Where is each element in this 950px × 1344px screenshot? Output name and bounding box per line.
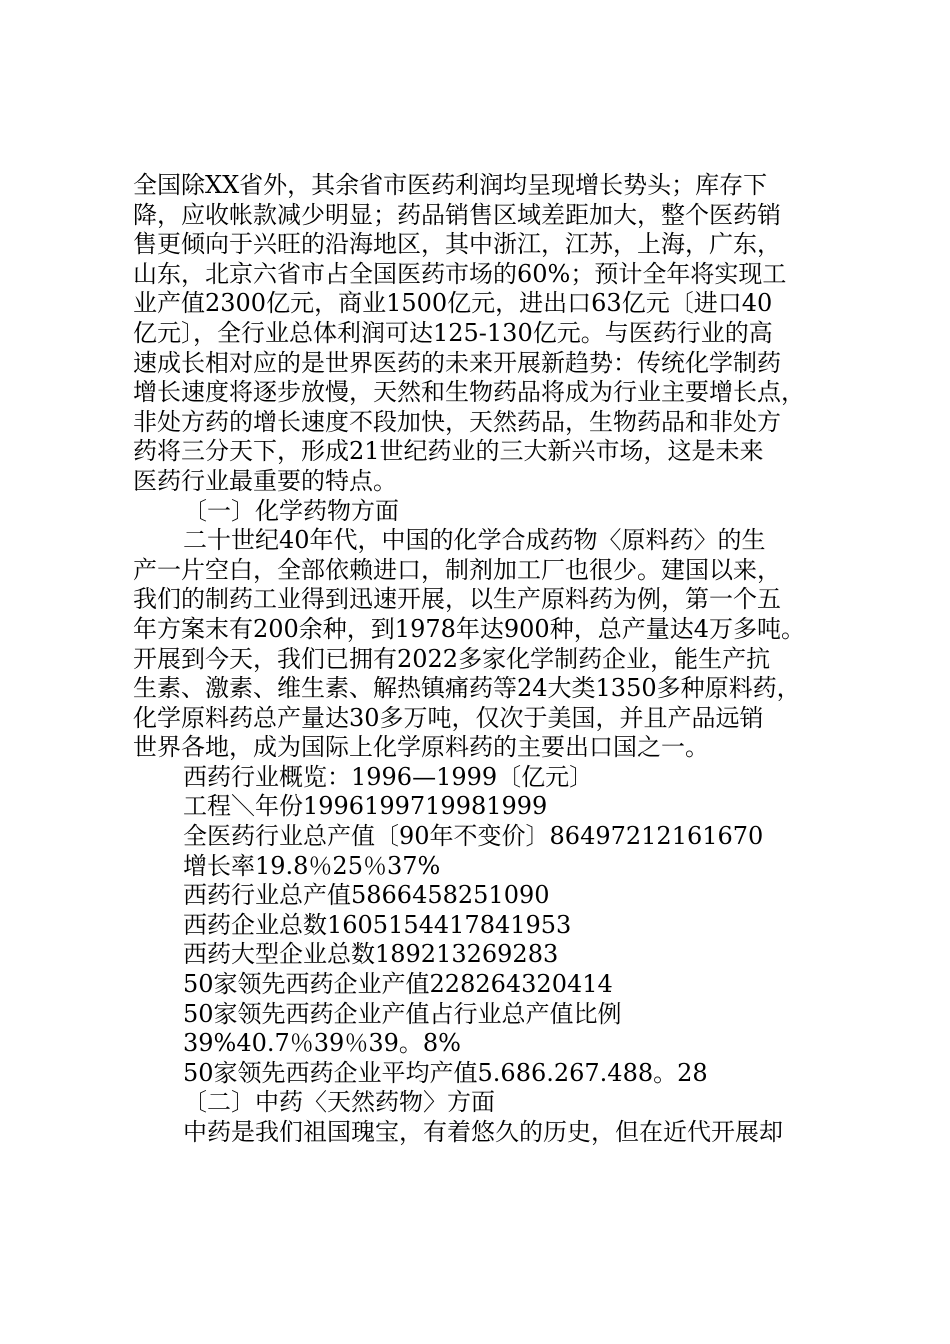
table-row: 西药大型企业总数189213269283	[183, 940, 559, 969]
text-line: 降，应收帐款减少明显；药品销售区域差距加大，整个医药销	[133, 200, 781, 229]
section-heading-chemical-drugs: 〔一〕化学药物方面	[183, 496, 399, 525]
text-line: 亿元〕，全行业总体利润可达125-130亿元。与医药行业的高	[133, 318, 773, 347]
text-line: 世界各地，成为国际上化学原料药的主要出口国之一。	[133, 733, 709, 762]
text-line: 二十世纪40年代，中国的化学合成药物〈原料药〉的生	[183, 526, 766, 555]
text-line: 全国除XX省外，其余省市医药利润均呈现增长势头；库存下	[133, 171, 768, 199]
text-line: 医药行业最重要的特点。	[133, 466, 397, 495]
text-line: 山东，北京六省市占全国医药市场的60%；预计全年将实现工	[133, 259, 787, 288]
text-line: 化学原料药总产量达30多万吨，仅次于美国，并且产品远销	[133, 703, 764, 732]
text-line: 开展到今天，我们已拥有2022多家化学制药企业，能生产抗	[133, 644, 771, 673]
section-heading-chinese-medicine: 〔二〕中药〈天然药物〉方面	[183, 1088, 495, 1117]
paragraph-chemical-drugs	[133, 526, 843, 763]
paragraph-market-overview	[133, 171, 843, 497]
table-row: 西药企业总数1605154417841953	[183, 910, 572, 939]
text-line: 年方案末有200余种，到1978年达900种，总产量达4万多吨。	[133, 614, 805, 643]
text-line: 售更倾向于兴旺的沿海地区，其中浙江，江苏，上海，广东，	[133, 230, 781, 259]
paragraph-chinese-medicine	[133, 1118, 843, 1148]
table-row: 50家领先西药企业平均产值5.686.267.488。28	[183, 1058, 708, 1087]
document-body	[133, 171, 843, 1148]
table-row: 增长率19.8％25％37%	[183, 851, 441, 880]
table-row: 50家领先西药企业产值228264320414	[183, 970, 613, 999]
table-row: 全医药行业总产值〔90年不变价〕86497212161670	[183, 822, 764, 851]
text-line: 药将三分天下，形成21世纪药业的三大新兴市场，这是未来	[133, 437, 764, 466]
table-row: 50家领先西药企业产值占行业总产值比例	[183, 999, 622, 1028]
text-line: 产一片空白，全部依赖进口，制剂加工厂也很少。建国以来，	[133, 555, 781, 584]
text-line: 增长速度将逐步放慢，天然和生物药品将成为行业主要增长点，	[133, 378, 805, 407]
text-line: 中药是我们祖国瑰宝，有着悠久的历史，但在近代开展却	[183, 1118, 783, 1146]
table-row: 39%40.7％39％39。8%	[183, 1029, 461, 1058]
text-line: 非处方药的增长速度不段加快，天然药品，生物药品和非处方	[133, 407, 781, 436]
text-line: 业产值2300亿元，商业1500亿元，进出口63亿元〔进口40	[133, 289, 773, 318]
western-drug-overview-table	[133, 763, 843, 1089]
text-line: 我们的制药工业得到迅速开展，以生产原料药为例，第一个五	[133, 585, 781, 614]
table-title: 西药行业概览：1996—1999〔亿元〕	[183, 762, 594, 791]
table-row: 西药行业总产值5866458251090	[183, 881, 550, 910]
table-row: 工程＼年份1996199719981999	[183, 792, 548, 821]
text-line: 生素、激素、维生素、解热镇痛药等24大类1350多种原料药，	[133, 674, 801, 703]
text-line: 速成长相对应的是世界医药的未来开展新趋势：传统化学制药	[133, 348, 781, 377]
